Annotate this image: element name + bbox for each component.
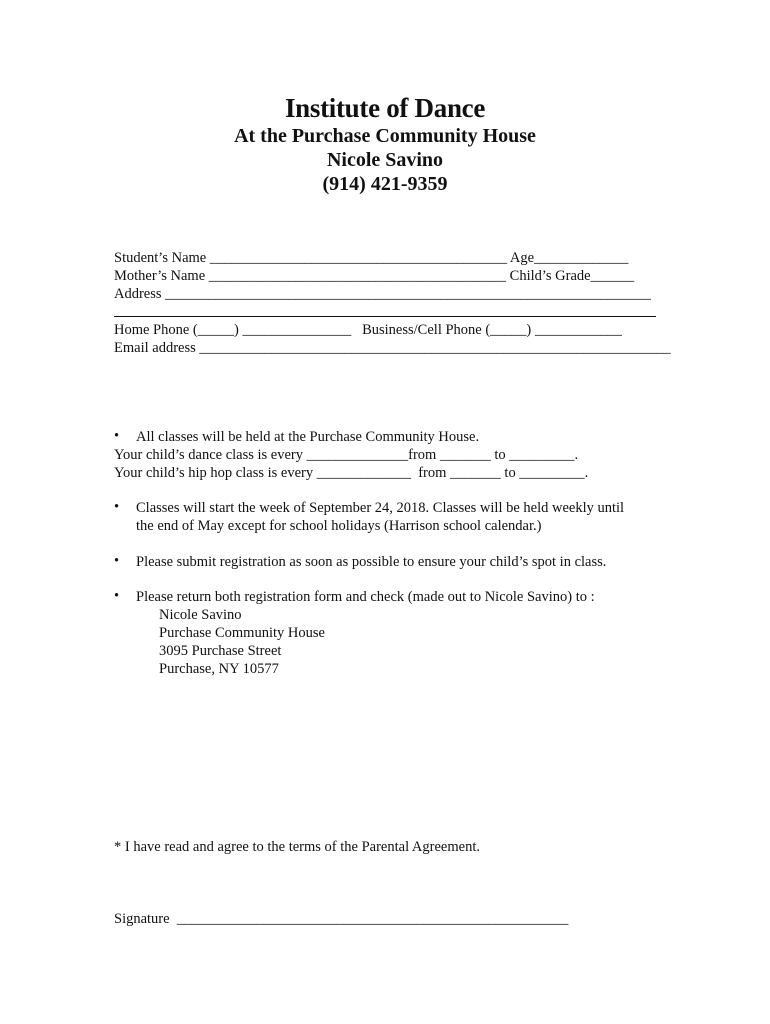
location-note: All classes will be held at the Purchase Community House. [136, 429, 480, 445]
student-name-field[interactable]: Student’s Name _________________________________________ Age_____________ [114, 250, 629, 266]
email-field[interactable]: Email address _________________________________________________________________ [114, 340, 671, 356]
contact-phone: (914) 421-9359 [322, 173, 448, 195]
mailing-address-city: Purchase, NY 10577 [159, 661, 279, 677]
mailing-address-name: Nicole Savino [159, 607, 242, 623]
start-date-note: Classes will start the week of September 24, 2018. Classes will be held weekly until [136, 500, 625, 516]
mothers-name-field[interactable]: Mother’s Name _________________________________________ Child’s Grade______ [114, 268, 635, 284]
address-second-line[interactable] [114, 316, 656, 317]
bullet-icon: • [114, 428, 120, 444]
dance-class-field[interactable]: Your child’s dance class is every ______________from _______ to _________. [114, 447, 579, 463]
agreement-statement: * I have read and agree to the terms of the Parental Agreement. [114, 839, 480, 855]
instructor-name: Nicole Savino [326, 149, 444, 171]
start-date-note-continued: the end of May except for school holidays (Harrison school calendar.) [136, 518, 542, 534]
bullet-icon: • [114, 553, 120, 569]
bullet-icon: • [114, 499, 120, 515]
registration-note: Please submit registration as soon as possible to ensure your child’s spot in class. [136, 554, 607, 570]
signature-field[interactable]: Signature ______________________________________________________ [114, 911, 569, 927]
mailing-address-place: Purchase Community House [159, 625, 325, 641]
page-title: Institute of Dance [284, 93, 486, 123]
address-field[interactable]: Address ___________________________________________________________________ [114, 286, 651, 302]
hiphop-class-field[interactable]: Your child’s hip hop class is every _____________ from _______ to _________. [114, 465, 589, 481]
bullet-icon: • [114, 588, 120, 604]
page-subtitle: At the Purchase Community House [234, 125, 536, 147]
return-instructions: Please return both registration form and check (made out to Nicole Savino) to : [136, 589, 595, 605]
mailing-address-street: 3095 Purchase Street [159, 643, 282, 659]
home-phone-field[interactable]: Home Phone (_____) _______________ Business/Cell Phone (_____) ____________ [114, 322, 622, 338]
